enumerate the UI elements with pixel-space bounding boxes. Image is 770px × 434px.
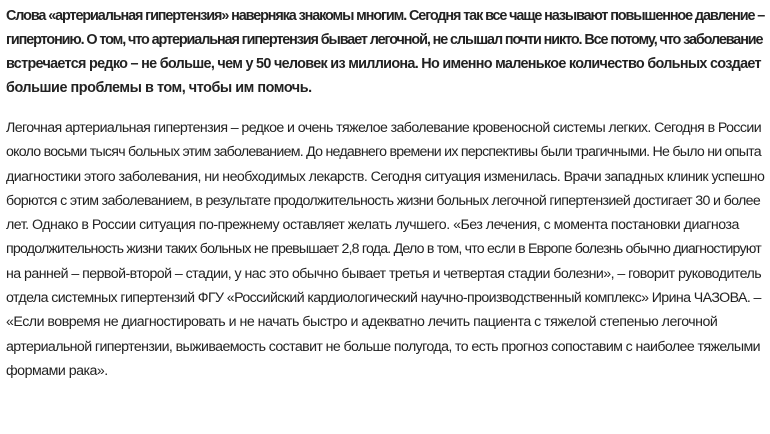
body-line: борются с этим заболеванием, в результате продолжительность жизни больных легочной гипертензией достигает 30 и более — [6, 192, 761, 209]
lead-line: гипертонию. О том, что артериальная гипертензия бывает легочной, не слышал почти никто. Все потому, что заболевание — [6, 32, 763, 48]
lead-line: Слова «артериальная гипертензия» наверняка знакомы многим. Сегодня так все чаще называют повышенное давление – — [6, 8, 765, 24]
lead-line: встречается редко – не больше, чем у 50 человек из миллиона. Но именно маленькое количество больных создает — [6, 56, 761, 72]
lead-line: большие проблемы в том, чтобы им помочь. — [6, 80, 312, 96]
body-line: артериальной гипертензии, выживаемость составит не больше полугода, то есть прогноз сопоставим с наиболее тяжелыми — [6, 338, 760, 355]
body-line: лет. Однако в России ситуация по-прежнему оставляет желать лучшего. «Без лечения, с момента постановки диагноза — [6, 217, 739, 234]
body-line: на ранней – первой-второй – стадии, у нас это обычно бывает третья и четвертая стадии болезни», – говорит руководитель — [6, 265, 762, 282]
body-paragraph — [6, 116, 764, 383]
body-line: диагностики этого заболевания, ни необходимых лекарств. Сегодня ситуация изменилась. Врачи западных клиник успешно — [6, 168, 765, 185]
body-line: около восьми тысяч больных этим заболеванием. До недавнего времени их перспективы были трагичными. Не было ни опыта — [6, 144, 761, 161]
body-line: формами рака». — [6, 362, 108, 379]
body-line: «Если вовремя не диагностировать и не начать быстро и адекватно лечить пациента с тяжелой степенью легочной — [6, 314, 718, 331]
lead-paragraph — [6, 4, 764, 100]
body-line: отдела системных гипертензий ФГУ «Российский кардиологический научно-производственный комплекс» Ирина ЧАЗОВА. – — [6, 290, 761, 307]
body-line: продолжительность жизни таких больных не превышает 2,8 года. Дело в том, что если в Европе болезнь обычно диагностируют — [6, 241, 761, 258]
body-line: Легочная артериальная гипертензия – редкое и очень тяжелое заболевание кровеносной системы легких. Сегодня в России — [6, 120, 762, 136]
